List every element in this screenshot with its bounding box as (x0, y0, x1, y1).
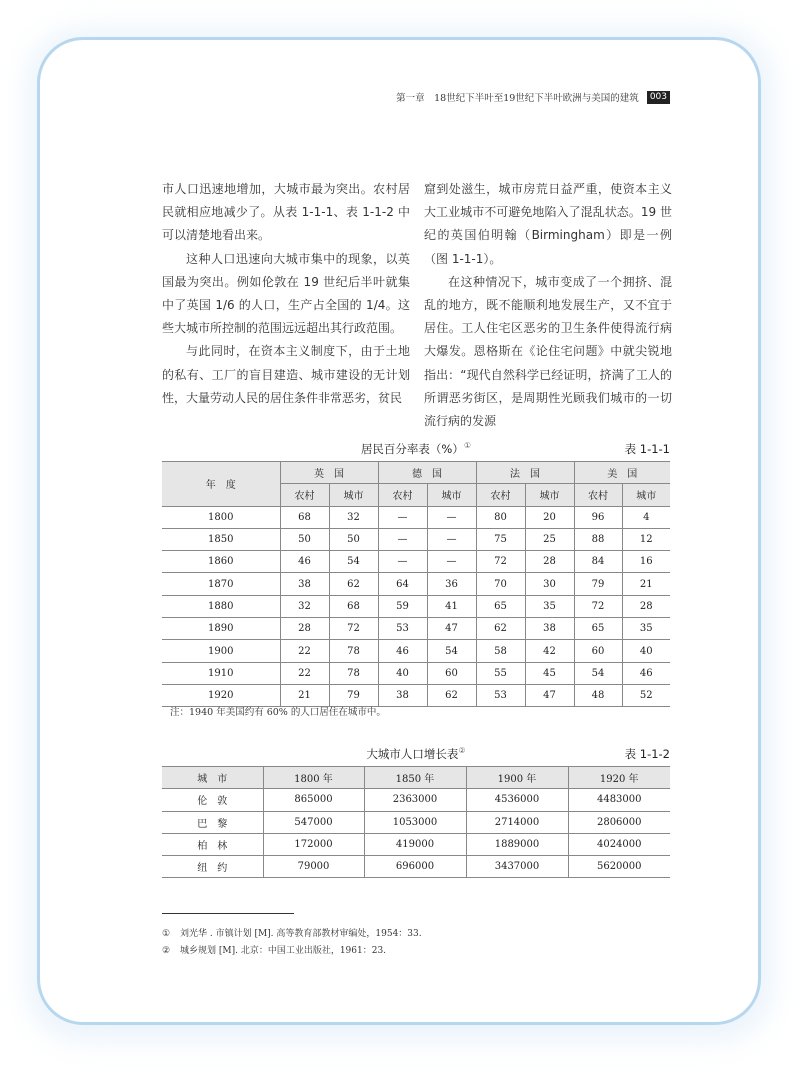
table-cell: 40 (622, 640, 670, 662)
rural-header: 农村 (280, 484, 329, 506)
table-cell: 54 (427, 640, 476, 662)
table-cell: 72 (329, 618, 378, 640)
table-cell: 58 (476, 640, 525, 662)
table-cell: 865000 (263, 789, 364, 811)
rural-header: 农村 (378, 484, 427, 506)
table-cell: — (378, 528, 427, 550)
footnote-mark: ① (162, 929, 171, 939)
table-row (162, 528, 670, 550)
table-cell: 59 (378, 595, 427, 617)
table-cell: 79 (574, 573, 622, 595)
table-cell: 72 (574, 595, 622, 617)
text-column-left (162, 178, 410, 410)
table-cell: 696000 (364, 856, 466, 878)
table-cell: — (378, 551, 427, 573)
table-cell: 28 (280, 618, 329, 640)
table-cell: 28 (525, 551, 574, 573)
table-cell: 47 (525, 684, 574, 706)
table-2-body (162, 789, 670, 878)
city-cell: 柏 林 (162, 833, 263, 855)
table-cell: 79 (329, 684, 378, 706)
year-cell: 1860 (162, 551, 280, 573)
table-row (162, 573, 670, 595)
footnote-item (162, 943, 422, 960)
table-cell: 35 (525, 595, 574, 617)
table-2-caption (162, 744, 670, 764)
table-cell: — (427, 551, 476, 573)
table-row (162, 662, 670, 684)
page-number: 003 (647, 91, 670, 104)
footnote-text: 刘光华 . 市镇计划 [M]. 高等教育部教材审编处，1954：33. (180, 929, 422, 939)
table-cell: — (427, 506, 476, 528)
table-cell: 38 (378, 684, 427, 706)
table-1-title: 居民百分率表（%） (360, 442, 464, 456)
table-cell: 78 (329, 662, 378, 684)
table-row (162, 811, 670, 833)
table-cell: 547000 (263, 811, 364, 833)
table-cell: 38 (280, 573, 329, 595)
table-cell: 88 (574, 528, 622, 550)
footnote-text: 城乡规划 [M]. 北京：中国工业出版社，1961：23. (180, 946, 387, 956)
paragraph: 这种人口迅速向大城市集中的现象，以英国最为突出。例如伦敦在 19 世纪后半叶就集中了英国 1/6 的人口，生产占全国的 1/4。这些大城市所控制的范围远远超出其行政范围。 (162, 251, 410, 336)
year-cell: 1910 (162, 662, 280, 684)
table-2-number: 表 1-1-2 (624, 747, 670, 761)
table-cell: 53 (378, 618, 427, 640)
table-cell: 79000 (263, 856, 364, 878)
urban-header: 城市 (525, 484, 574, 506)
table-cell: 1053000 (364, 811, 466, 833)
table-cell: 54 (574, 662, 622, 684)
table-cell: 4 (622, 506, 670, 528)
table-cell: 64 (378, 573, 427, 595)
table-cell: 21 (622, 573, 670, 595)
table-row (162, 595, 670, 617)
footnote-ref: ② (458, 746, 466, 756)
table-cell: 4536000 (466, 789, 568, 811)
year-cell: 1890 (162, 618, 280, 640)
table-cell: 20 (525, 506, 574, 528)
column-header: 1850 年 (364, 767, 466, 789)
running-header (380, 90, 670, 104)
table-cell: 4483000 (568, 789, 670, 811)
city-population-table (162, 766, 670, 878)
table-row (162, 789, 670, 811)
table-2-header-row (162, 767, 670, 789)
year-cell: 1850 (162, 528, 280, 550)
rural-header: 农村 (574, 484, 622, 506)
table-1-body (162, 506, 670, 707)
table-cell: 36 (427, 573, 476, 595)
table-cell: 2806000 (568, 811, 670, 833)
table-cell: 46 (378, 640, 427, 662)
table-cell: 70 (476, 573, 525, 595)
year-cell: 1900 (162, 640, 280, 662)
table-cell: 54 (329, 551, 378, 573)
footnote-divider (162, 913, 294, 914)
table-cell: 72 (476, 551, 525, 573)
urban-header: 城市 (329, 484, 378, 506)
country-header: 德 国 (378, 462, 476, 484)
country-header: 法 国 (476, 462, 574, 484)
city-cell: 伦 敦 (162, 789, 263, 811)
table-cell: 5620000 (568, 856, 670, 878)
table-row (162, 856, 670, 878)
table-cell: 12 (622, 528, 670, 550)
table-cell: 22 (280, 662, 329, 684)
year-cell: 1800 (162, 506, 280, 528)
table-cell: 22 (280, 640, 329, 662)
table-1-note: 注：1940 年美国约有 60% 的人口居住在城市中。 (170, 707, 386, 718)
table-cell: 32 (280, 595, 329, 617)
table-cell: 60 (427, 662, 476, 684)
city-cell: 巴 黎 (162, 811, 263, 833)
text-column-right (424, 178, 672, 433)
table-cell: — (427, 528, 476, 550)
table-cell: 55 (476, 662, 525, 684)
table-cell: 16 (622, 551, 670, 573)
table-row (162, 640, 670, 662)
table-1-number: 表 1-1-1 (624, 442, 670, 456)
rural-header: 农村 (476, 484, 525, 506)
table-2-title: 大城市人口增长表 (366, 747, 459, 761)
footnote-ref: ① (463, 441, 472, 451)
table-cell: 2363000 (364, 789, 466, 811)
paragraph: 与此同时，在资本主义制度下，由于土地的私有、工厂的盲目建造、城市建设的无计划性，大量劳动人民的居住条件非常恶劣，贫民 (162, 344, 410, 405)
table-cell: 78 (329, 640, 378, 662)
year-cell: 1920 (162, 684, 280, 706)
table-cell: 50 (329, 528, 378, 550)
urban-header: 城市 (622, 484, 670, 506)
table-cell: 42 (525, 640, 574, 662)
country-header: 美 国 (574, 462, 670, 484)
table-cell: 80 (476, 506, 525, 528)
table-row (162, 833, 670, 855)
column-header: 1800 年 (263, 767, 364, 789)
table-cell: 4024000 (568, 833, 670, 855)
table-cell: 65 (476, 595, 525, 617)
table-cell: 75 (476, 528, 525, 550)
table-cell: 46 (622, 662, 670, 684)
table-cell: 2714000 (466, 811, 568, 833)
table-cell: 1889000 (466, 833, 568, 855)
table-cell: 50 (280, 528, 329, 550)
table-cell: 41 (427, 595, 476, 617)
column-header: 1920 年 (568, 767, 670, 789)
paragraph: 市人口迅速地增加，大城市最为突出。农村居民就相应地减少了。从表 1-1-1、表 1-1-2 中可以清楚地看出来。 (162, 182, 410, 243)
table-cell: 68 (329, 595, 378, 617)
table-row (162, 506, 670, 528)
footnotes (162, 926, 422, 960)
table-cell: 28 (622, 595, 670, 617)
table-cell: 40 (378, 662, 427, 684)
urban-header: 城市 (427, 484, 476, 506)
table-cell: 62 (476, 618, 525, 640)
column-header: 1900 年 (466, 767, 568, 789)
table-cell: 21 (280, 684, 329, 706)
table-cell: — (378, 506, 427, 528)
country-header: 英 国 (280, 462, 378, 484)
city-cell: 纽 约 (162, 856, 263, 878)
table-cell: 32 (329, 506, 378, 528)
table-cell: 65 (574, 618, 622, 640)
column-header: 城 市 (162, 767, 263, 789)
footnote-mark: ② (162, 946, 171, 956)
year-cell: 1870 (162, 573, 280, 595)
footnote-item (162, 926, 422, 943)
table-cell: 53 (476, 684, 525, 706)
table-cell: 52 (622, 684, 670, 706)
table-cell: 62 (329, 573, 378, 595)
table-cell: 68 (280, 506, 329, 528)
table-cell: 35 (622, 618, 670, 640)
table-cell: 3437000 (466, 856, 568, 878)
paragraph: 在这种情况下，城市变成了一个拥挤、混乱的地方，既不能顺利地发展生产，又不宜于居住。工人住宅区恶劣的卫生条件使得流行病大爆发。恩格斯在《论住宅问题》中就尖锐地指出：“现代自然科学已经证明，挤满了工人的所谓恶劣街区，是周期性光顾我们城市的一切流行病的发源 (424, 274, 672, 429)
table-cell: 38 (525, 618, 574, 640)
table-cell: 46 (280, 551, 329, 573)
table-cell: 84 (574, 551, 622, 573)
table-1-caption (162, 439, 670, 459)
table-cell: 45 (525, 662, 574, 684)
population-percentage-table (162, 461, 670, 707)
paragraph: 窟到处滋生，城市房荒日益严重，使资本主义大工业城市不可避免地陷入了混乱状态。19 世纪的英国伯明翰（Birmingham）即是一例（图 1-1-1）。 (424, 182, 672, 266)
table-cell: 62 (427, 684, 476, 706)
chapter-title: 第一章 18世纪下半叶至19世纪下半叶欧洲与美国的建筑 (396, 93, 639, 104)
table-cell: 172000 (263, 833, 364, 855)
table-cell: 96 (574, 506, 622, 528)
table-row (162, 551, 670, 573)
table-cell: 30 (525, 573, 574, 595)
table-cell: 47 (427, 618, 476, 640)
year-header: 年 度 (162, 462, 280, 507)
table-cell: 25 (525, 528, 574, 550)
year-cell: 1880 (162, 595, 280, 617)
table-cell: 419000 (364, 833, 466, 855)
table-cell: 48 (574, 684, 622, 706)
table-row (162, 618, 670, 640)
table-cell: 60 (574, 640, 622, 662)
